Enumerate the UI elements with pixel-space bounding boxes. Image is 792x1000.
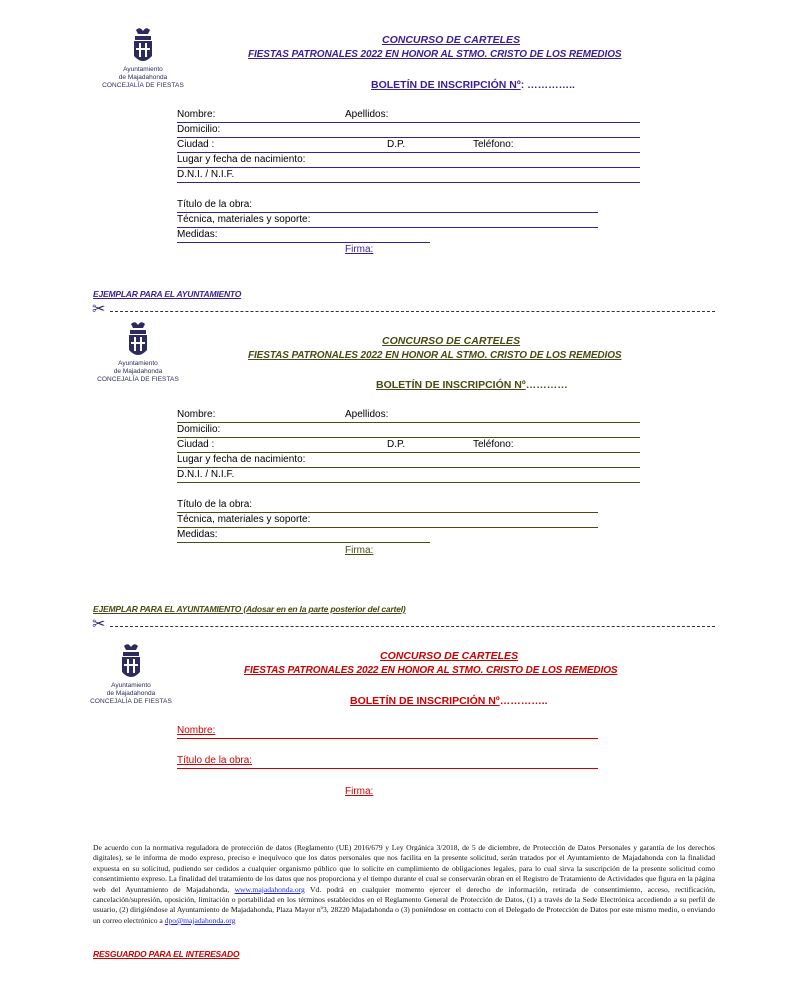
- form1-tecnica-label: Técnica, materiales y soporte:: [177, 214, 311, 225]
- form2-subtitle: FIESTAS PATRONALES 2022 EN HONOR AL STMO. CRISTO DE LOS REMEDIOS: [248, 350, 622, 361]
- logo-line2: de Majadahonda: [106, 690, 156, 697]
- form2-title: CONCURSO DE CARTELES: [382, 335, 521, 347]
- logo-line3: CONCEJALÍA DE FIESTAS: [102, 82, 184, 89]
- form2-medidas-label: Medidas:: [177, 529, 218, 540]
- form2-lugar-label: Lugar y fecha de nacimiento:: [177, 454, 306, 465]
- form2-dp-label: D.P.: [387, 439, 406, 450]
- form3-firma: Firma:: [345, 786, 374, 797]
- logo-line2: de Majadahonda: [118, 74, 168, 81]
- crest-icon: [123, 320, 153, 360]
- crest-icon: [116, 642, 146, 682]
- form2-bulletin-dots: …………: [525, 379, 568, 391]
- form3-row-titulo[interactable]: [177, 754, 598, 769]
- logo-majadahonda: [88, 26, 198, 90]
- form3-bulletin-dots: …………..: [499, 695, 548, 707]
- form2-row-lugar[interactable]: [177, 453, 640, 468]
- form2-titulo-label: Título de la obra:: [177, 499, 253, 510]
- logo-line1: Ayuntamiento: [123, 66, 163, 73]
- logo-line1: Ayuntamiento: [118, 360, 158, 367]
- form1-bulletin: [371, 79, 575, 91]
- form1-bulletin-label: BOLETÍN DE INSCRIPCIÓN Nº: [371, 79, 521, 91]
- scissors-icon: ✂: [92, 616, 106, 633]
- email-link[interactable]: dpo@majadahonda.org: [164, 915, 236, 925]
- form1-row-tecnica[interactable]: [177, 213, 598, 228]
- form1-ciudad-label: Ciudad :: [177, 139, 215, 150]
- form1-apellidos-label: Apellidos:: [345, 109, 389, 120]
- form3-bulletin-label: BOLETÍN DE INSCRIPCIÓN Nº: [350, 695, 500, 707]
- form1-telefono-label: Teléfono:: [473, 139, 514, 150]
- form2-tecnica-label: Técnica, materiales y soporte:: [177, 514, 311, 525]
- logo-line3: CONCEJALÍA DE FIESTAS: [90, 698, 172, 705]
- privacy-text-1: De acuerdo con la normativa reguladora de protección de datos (Reglamento (UE) 2016/679 y Ley Orgánica 3/2018, de 5 de diciembre, de Protección de Datos Personales y garantía de los derechos digitales), se le informa de modo expreso, preciso e inequívoco que los datos personales que nos facilita en la presente solicitud, serán tratados por el Ayuntamiento de Majadahonda con la finalidad expuesta en su solicitud, pudiendo ser cedidos a cualquier organismo público que lo solicite en cumplimiento de obligaciones legales, para lo cual sirva la suscripción de la presente solicitud como consentimiento expreso. La finalidad del tratamiento de los datos que nos proporciona y el tiempo durante el cual se conservarán obran en el Registro de Tratamiento de Actividades que figura en la página web del Ayuntamiento de Majadahonda,: [93, 843, 715, 894]
- form2-row-nombre[interactable]: [177, 408, 640, 423]
- form2-firma: Firma:: [345, 545, 374, 556]
- form1-row-dni[interactable]: [177, 168, 640, 183]
- form1-row-lugar[interactable]: [177, 153, 640, 168]
- form2-row-titulo[interactable]: [177, 498, 598, 513]
- logo-line1: Ayuntamiento: [111, 682, 151, 689]
- form2-ciudad-label: Ciudad :: [177, 439, 215, 450]
- form2-apellidos-label: Apellidos:: [345, 409, 389, 420]
- form1-dp-label: D.P.: [387, 139, 406, 150]
- form1-row-ciudad[interactable]: [177, 138, 640, 153]
- logo-line3: CONCEJALÍA DE FIESTAS: [97, 376, 179, 383]
- crest-icon: [128, 26, 158, 66]
- form2-row-domicilio[interactable]: [177, 423, 640, 438]
- form1-bulletin-dots: : …………..: [520, 79, 575, 91]
- form2-telefono-label: Teléfono:: [473, 439, 514, 450]
- privacy-notice: [93, 843, 715, 926]
- form3-title: CONCURSO DE CARTELES: [380, 650, 519, 662]
- form1-ejemplar: EJEMPLAR PARA EL AYUNTAMIENTO: [93, 289, 242, 299]
- form1-dni-label: D.N.I. / N.I.F.: [177, 169, 235, 180]
- form1-lugar-label: Lugar y fecha de nacimiento:: [177, 154, 306, 165]
- form1-subtitle: FIESTAS PATRONALES 2022 EN HONOR AL STMO. CRISTO DE LOS REMEDIOS: [248, 49, 622, 60]
- form1-firma: Firma:: [345, 244, 374, 255]
- form2-domicilio-label: Domicilio:: [177, 424, 221, 435]
- form1-row-nombre[interactable]: [177, 108, 640, 123]
- logo-line2: de Majadahonda: [113, 368, 163, 375]
- form2-row-ciudad[interactable]: [177, 438, 640, 453]
- form1-titulo-label: Título de la obra:: [177, 199, 253, 210]
- cut-line-2: [110, 626, 715, 627]
- logo-majadahonda-2: [83, 320, 193, 384]
- form3-subtitle: FIESTAS PATRONALES 2022 EN HONOR AL STMO. CRISTO DE LOS REMEDIOS: [244, 665, 618, 676]
- form1-title: CONCURSO DE CARTELES: [382, 34, 521, 46]
- form3-titulo-label: Título de la obra:: [177, 755, 253, 766]
- form2-row-dni[interactable]: [177, 468, 640, 483]
- privacy-text-2: Vd. podrá en cualquier momento ejercer el derecho de información, retirada de consentimiento, acceso, rectificación, cancelación/supresión, oposición, limitación o portabilidad en los términos establecidos en el Reglamento General de Protección de Datos, (1) a través de la Sede Electrónica accediendo a su perfil de usuario, (2) dirigiéndose al Ayuntamiento de Majadahonda, Plaza Mayor nº3, 28220 Majadahonda o (3) poniéndose en contacto con el Delegado de Protección de Datos por este mismo medio, o enviando un correo electrónico a: [93, 884, 715, 925]
- cut-line-1: [110, 311, 715, 312]
- form3-nombre-label: Nombre:: [177, 725, 216, 736]
- form1-row-medidas[interactable]: [177, 228, 430, 243]
- resguardo-label: RESGUARDO PARA EL INTERESADO: [93, 949, 240, 959]
- form1-row-titulo[interactable]: [177, 198, 598, 213]
- form3-row-nombre[interactable]: [177, 724, 598, 739]
- form2-nombre-label: Nombre:: [177, 409, 216, 420]
- form2-bulletin-label: BOLETÍN DE INSCRIPCIÓN Nº: [376, 379, 526, 391]
- form1-nombre-label: Nombre:: [177, 109, 216, 120]
- form2-row-medidas[interactable]: [177, 528, 430, 543]
- form2-dni-label: D.N.I. / N.I.F.: [177, 469, 235, 480]
- scissors-icon: ✂: [92, 301, 106, 318]
- form1-domicilio-label: Domicilio:: [177, 124, 221, 135]
- form3-bulletin: [350, 695, 548, 707]
- form2-row-tecnica[interactable]: [177, 513, 598, 528]
- logo-majadahonda-3: [76, 642, 186, 706]
- form1-row-domicilio[interactable]: [177, 123, 640, 138]
- website-link[interactable]: www.majadahonda.org: [234, 884, 305, 894]
- form1-medidas-label: Medidas:: [177, 229, 218, 240]
- form2-ejemplar: EJEMPLAR PARA EL AYUNTAMIENTO (Adosar en en la parte posterior del cartel): [93, 604, 406, 614]
- form2-bulletin: [376, 379, 568, 391]
